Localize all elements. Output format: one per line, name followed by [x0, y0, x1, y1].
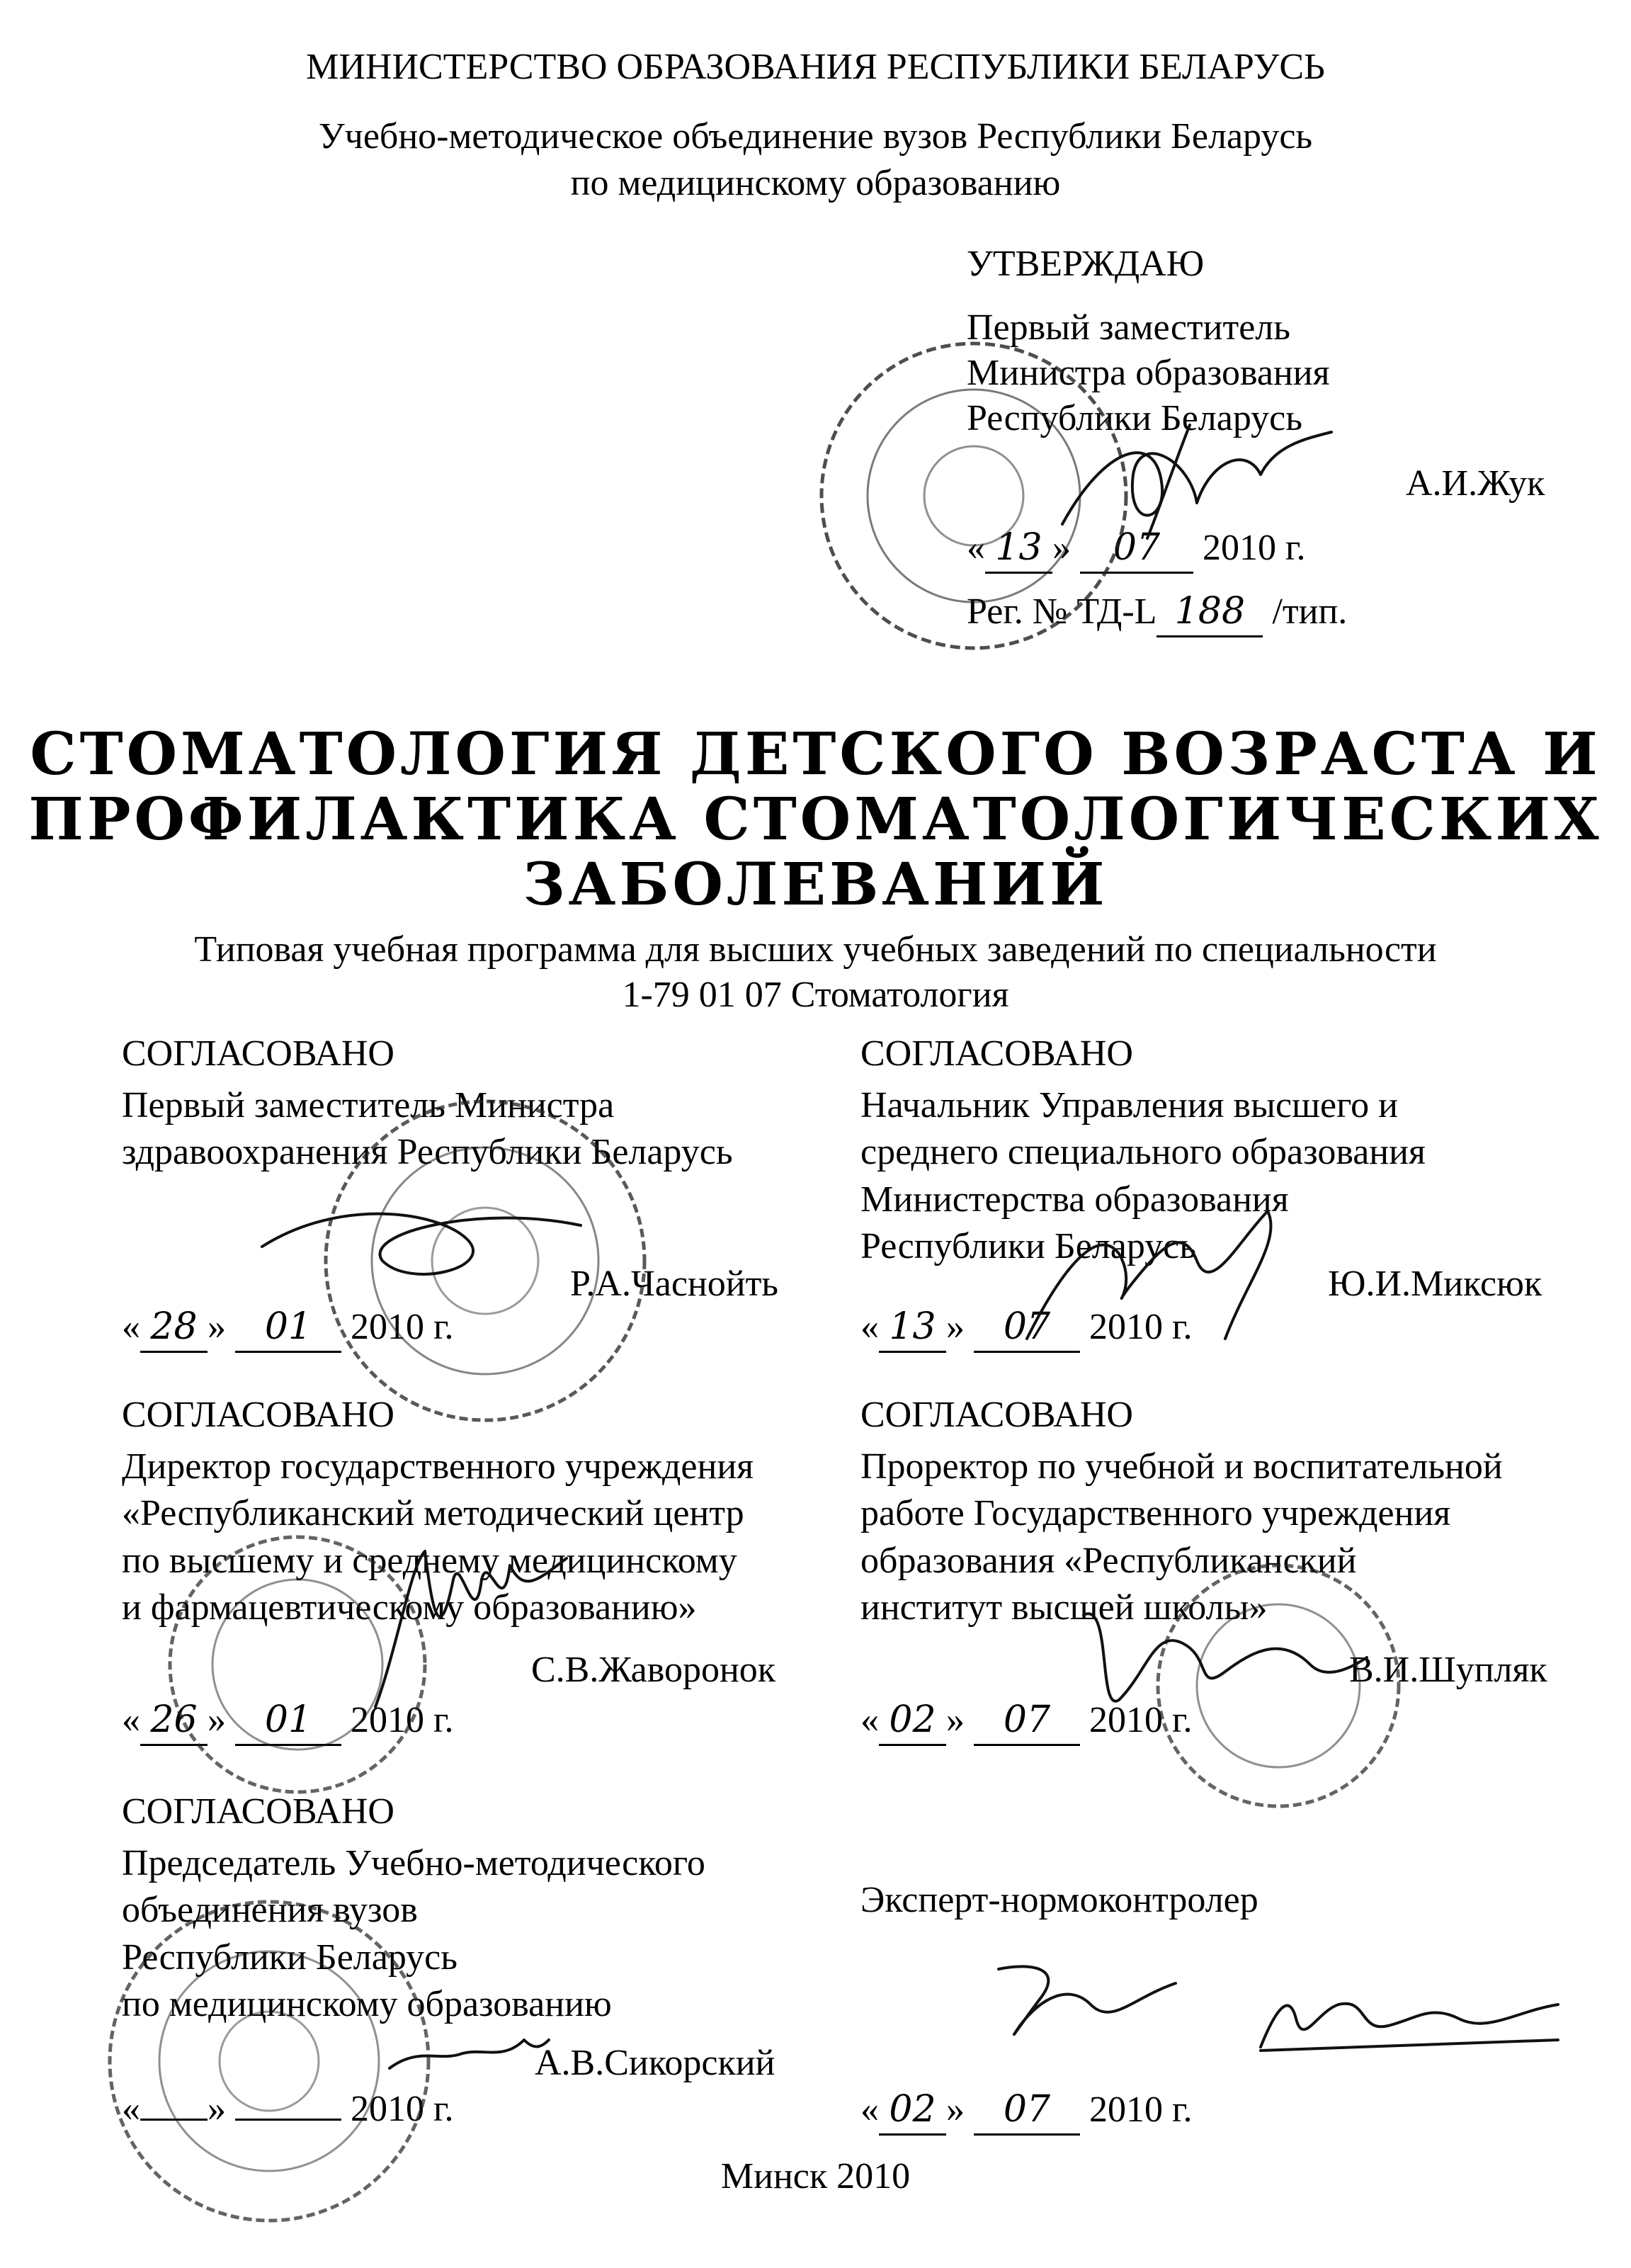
agreement-name-2: Ю.И.Миксюк [1328, 1264, 1542, 1304]
reg-number: 188 [1157, 588, 1263, 637]
agreement-name-3: С.В.Жаворонок [531, 1650, 776, 1690]
agreement-line: среднего специального образования [860, 1132, 1426, 1173]
zhavoronok-signature [354, 1537, 581, 1721]
approval-day: 13 [985, 524, 1052, 574]
agreement-day: 13 [879, 1303, 946, 1353]
agreement-year: 2010 г. [351, 2089, 454, 2129]
agreement-line: Республики Беларусь [122, 1937, 458, 1978]
reg-suffix: /тип. [1272, 591, 1348, 632]
agreement-line: объединения вузов [122, 1890, 418, 1931]
agreement-heading: СОГЛАСОВАНО [122, 1791, 394, 1832]
zhuk-signature [1048, 418, 1346, 560]
agreement-line: институт высшей школы» [860, 1587, 1268, 1628]
document-title-line-2: ПРОФИЛАКТИКА СТОМАТОЛОГИЧЕСКИХ [28, 786, 1603, 854]
agreement-line: и фармацевтическому образованию» [122, 1587, 697, 1628]
approval-year: 2010 г. [1203, 528, 1306, 568]
agreement-line: Первый заместитель Министра [122, 1084, 615, 1126]
agreement-name-5: А.В.Сикорский [535, 2043, 775, 2083]
agreement-line: Директор государственного учреждения [122, 1446, 754, 1487]
agreement-name-1: Р.А.Часнойть [570, 1264, 779, 1304]
approval-line-3: Республики Беларусь [967, 398, 1302, 438]
agreement-line: по медицинскому образованию [122, 1984, 612, 2025]
agreement-heading: СОГЛАСОВАНО [860, 1033, 1133, 1074]
agreement-heading: СОГЛАСОВАНО [860, 1395, 1133, 1435]
sikorsky-signature [382, 2026, 552, 2082]
agreement-date-5: « » 2010 г. [122, 2089, 454, 2129]
agreement-month: 07 [974, 1696, 1080, 1746]
agreement-day: 02 [879, 1696, 946, 1746]
agreement-line: образования «Республиканский [860, 1540, 1357, 1581]
agreement-date-3: « 26 » 01 2010 г. [122, 1696, 453, 1746]
approval-name: А.И.Жук [1406, 463, 1545, 504]
expert-day: 02 [879, 2086, 946, 2136]
agreement-line: по высшему и среднему медицинскому [122, 1540, 737, 1581]
approval-line-2: Министра образования [967, 353, 1330, 393]
agreement-heading: СОГЛАСОВАНО [122, 1033, 394, 1074]
association-line-1: Учебно-методическое объединение вузов Республики Беларусь [318, 116, 1313, 157]
expert-signature-1 [977, 1955, 1190, 2061]
agreement-heading: СОГЛАСОВАНО [122, 1395, 394, 1435]
agreement-line: Республики Беларусь [860, 1226, 1196, 1267]
agreement-day: 26 [140, 1696, 208, 1746]
reg-prefix: Рег. № ТД-L [967, 591, 1157, 632]
approval-month: 07 [1080, 524, 1193, 574]
expert-label: Эксперт-нормоконтролер [860, 1880, 1258, 1920]
document-title-line-1: СТОМАТОЛОГИЯ ДЕТСКОГО ВОЗРАСТА И [30, 720, 1601, 788]
agreement-line: «Республиканский методический центр [122, 1493, 744, 1534]
agreement-date-1: « 28 » 01 2010 г. [122, 1303, 453, 1353]
ministry-heading: МИНИСТЕРСТВО ОБРАЗОВАНИЯ РЕСПУБЛИКИ БЕЛАРУСЬ [306, 47, 1325, 87]
agreement-date-2: « 13 » 07 2010 г. [860, 1303, 1192, 1353]
agreement-year: 2010 г. [1089, 1307, 1193, 1347]
agreement-line: работе Государственного учреждения [860, 1493, 1451, 1534]
expert-signature-2 [1246, 1983, 1572, 2068]
subtitle-line-1: Типовая учебная программа для высших учебных заведений по специальности [194, 929, 1437, 970]
chasnoit-signature [255, 1183, 595, 1310]
agreement-month: 01 [235, 1696, 341, 1746]
agreement-line: здравоохранения Республики Беларусь [122, 1132, 733, 1173]
expert-year: 2010 г. [1089, 2090, 1193, 2130]
agreement-year: 2010 г. [1089, 1700, 1193, 1740]
expert-month: 07 [974, 2086, 1080, 2136]
agreement-year: 2010 г. [351, 1700, 454, 1740]
agreement-month: 01 [235, 1303, 341, 1353]
agreement-name-4: В.И.Шупляк [1349, 1650, 1547, 1690]
agreement-year: 2010 г. [351, 1307, 454, 1347]
subtitle-line-2: 1-79 01 07 Стоматология [622, 975, 1009, 1015]
approval-date: « 13 » 07 2010 г. [967, 524, 1305, 574]
association-line-2: по медицинскому образованию [570, 163, 1061, 203]
miksyuk-signature [1013, 1197, 1310, 1360]
agreement-line: Начальник Управления высшего и [860, 1084, 1399, 1126]
expert-date: « 02 » 07 2010 г. [860, 2086, 1192, 2136]
approval-heading: УТВЕРЖДАЮ [967, 244, 1205, 284]
agreement-date-4: « 02 » 07 2010 г. [860, 1696, 1192, 1746]
shuplyak-signature [1069, 1587, 1374, 1728]
agreement-line: Председатель Учебно-методического [122, 1842, 705, 1883]
agreement-line: Министерства образования [860, 1179, 1289, 1220]
agreement-month: 07 [974, 1303, 1080, 1353]
approval-line-1: Первый заместитель [967, 307, 1290, 348]
agreement-line: Проректор по учебной и воспитательной [860, 1446, 1503, 1487]
agreement-day: 28 [140, 1303, 208, 1353]
city-year: Минск 2010 [720, 2156, 911, 2196]
document-title-line-3: ЗАБОЛЕВАНИЙ [523, 851, 1108, 919]
